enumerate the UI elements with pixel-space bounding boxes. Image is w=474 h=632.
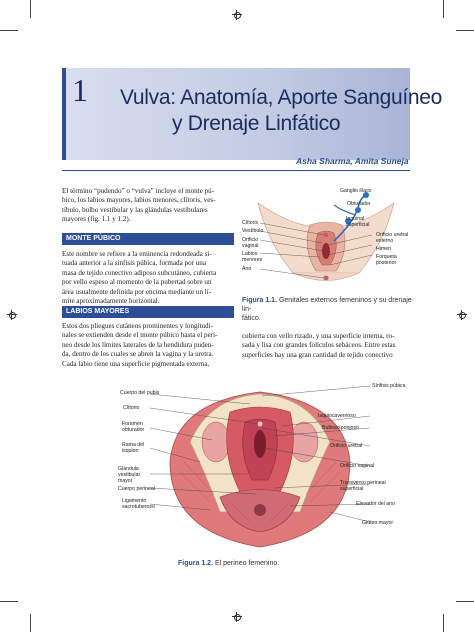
section1-line: tuada anterior a la sínfisis púbica, formada por una — [62, 259, 206, 268]
section1-line: Este nombre se refiere a la eminencia redondeada si- — [62, 250, 212, 258]
figure-1-2-caption — [178, 560, 279, 567]
title-rule — [62, 170, 410, 171]
fig1-label-ano: Ano — [242, 266, 252, 272]
section2-line: cubierta con vello rizado, y una superficie interna, ro- — [242, 332, 395, 340]
chapter-authors: Asha Sharma, Amita Suneja — [296, 156, 409, 166]
section1-line: por vello espeso al momento de la pubertad sobre un — [62, 278, 212, 287]
fig2-label-bulboesponjoso: Bulboesponjoso — [322, 425, 359, 431]
fig2-label-cuerpo-perineal: Cuerpo perineal — [118, 486, 155, 492]
fig1-label-orificio-uretral-externo: Orificio uretral externo — [376, 232, 409, 244]
fig1-label-clitoris: Clítoris — [242, 220, 259, 226]
intro-line: El término “pudendo” o “vulva” incluye el monte pú- — [62, 187, 215, 195]
fig2-label-rama-del-isquion: Rama del isquion — [122, 442, 145, 454]
fig2-label-transverso-perineal: Transverso perineal superficial — [340, 480, 386, 492]
section2-line: Estos dos pliegues cutáneos prominentes y longitudi- — [62, 322, 213, 330]
intro-paragraph — [62, 187, 234, 225]
section2-line: sada y lisa con grandes folículos sebáceos. Entre estas — [242, 341, 396, 350]
section2-line: Cada labio tiene una superficie pigmentada externa, — [62, 359, 210, 368]
fig1-label-himen: Himen — [376, 246, 391, 252]
crop-mark — [443, 614, 444, 632]
fig2-label-orificio-uretral: Orificio uretral — [330, 443, 363, 449]
figure-1-2-caption-label: Figura 1.2. — [178, 560, 214, 567]
fig1-label-vestibulo: Vestíbulo — [242, 228, 264, 234]
crop-mark — [0, 601, 18, 602]
section2-line: da, dentro de los cuales se abren la vagina y la uretra. — [62, 350, 214, 359]
figure-1-1-caption-label: Figura 1.1. — [242, 297, 278, 304]
section2-line: superficies hay una gran cantidad de tejido conectivo — [242, 350, 393, 359]
chapter-title-line2: y Drenaje Linfático — [172, 112, 341, 135]
crop-mark — [30, 614, 31, 632]
fig2-label-orificio-vaginal: Orificio vaginal — [340, 463, 375, 469]
registration-mark-right — [457, 310, 467, 320]
figure-1-1-caption-text: Genitales externos femeninos y su drenaje lin- — [242, 297, 412, 313]
fig2-label-ligamento-sacrotuberoso: Ligamento sacrotuberoso — [122, 498, 155, 510]
section1-line: área usualmente definida por encima mediante un lí- — [62, 287, 212, 296]
section1-line: mite aproximadamente horizontal. — [62, 297, 160, 306]
crop-mark — [456, 601, 474, 602]
fig1-label-labios-menores: Labios menores — [242, 251, 263, 263]
figure-1-1-caption-text2: fático. — [242, 315, 261, 322]
section-heading-labios-mayores: LABIOS MAYORES — [62, 306, 234, 318]
figure-1-2-caption-text: El perineo femenino. — [214, 560, 280, 567]
section2-line: nales se extienden desde el monte púbico hasta el peri- — [62, 331, 218, 340]
crop-mark — [456, 30, 474, 31]
section1-paragraph — [62, 250, 234, 306]
chapter-number: 1 — [72, 72, 88, 108]
fig2-label-sinfisis-pubica: Sínfisis púbica — [372, 383, 406, 389]
fig2-label-foramen-obturador: Foramen obturador — [122, 421, 145, 433]
section2-paragraph — [62, 322, 234, 369]
fig1-label-orificio-vaginal: Orificio vaginal — [242, 237, 259, 249]
intro-line: mayores (fig. 1.1 y 1.2). — [62, 215, 131, 224]
fig1-label-inguinal-superficial: Inguinal superficial — [346, 216, 370, 228]
registration-mark-top — [232, 10, 242, 20]
section2-line: neo desde los límites laterales de la hendidura puden- — [62, 340, 214, 349]
figure-1-2-illustration — [150, 382, 370, 552]
fig2-label-isquiocavernoso: Isquiocavernoso — [318, 413, 356, 419]
crop-mark — [0, 30, 18, 31]
fig2-label-clitoris: Clítoris — [123, 405, 140, 411]
fig1-label-obturador: Obturador — [347, 201, 371, 207]
crop-mark — [443, 0, 444, 18]
fig2-label-elevador-del-ano: Elevador del ano — [356, 501, 395, 507]
fig1-label-forqueta-posterior: Forqueta posterior — [376, 254, 397, 266]
section1-line: masa de tejido conectivo adiposo subcutáneo, cubierta — [62, 268, 217, 277]
intro-line: bico, los labios mayores, labios menores, clítoris, ves- — [62, 196, 216, 205]
registration-mark-left — [7, 310, 17, 320]
crop-mark — [30, 0, 31, 18]
fig1-label-ganglio-iliaco: Ganglio ilíaco — [340, 188, 372, 194]
figure-1-1-caption — [242, 296, 414, 323]
section-heading-monte-pubico: MONTE PÚBICO — [62, 233, 234, 245]
section2-paragraph-continued — [242, 332, 414, 360]
registration-mark-bottom — [232, 612, 242, 622]
intro-line: tíbulo, bulbo vestibular y las glándulas vestibulares — [62, 205, 208, 214]
fig2-label-cuerpo-del-pubis: Cuerpo del pubis — [120, 390, 160, 396]
fig2-label-gluteo-mayor: Glúteo mayor — [362, 520, 394, 526]
fig2-label-glandula-vestibular: Glándula vestibular mayor — [118, 466, 141, 484]
chapter-title-line1: Vulva: Anatomía, Aporte Sanguíneo — [120, 86, 443, 109]
